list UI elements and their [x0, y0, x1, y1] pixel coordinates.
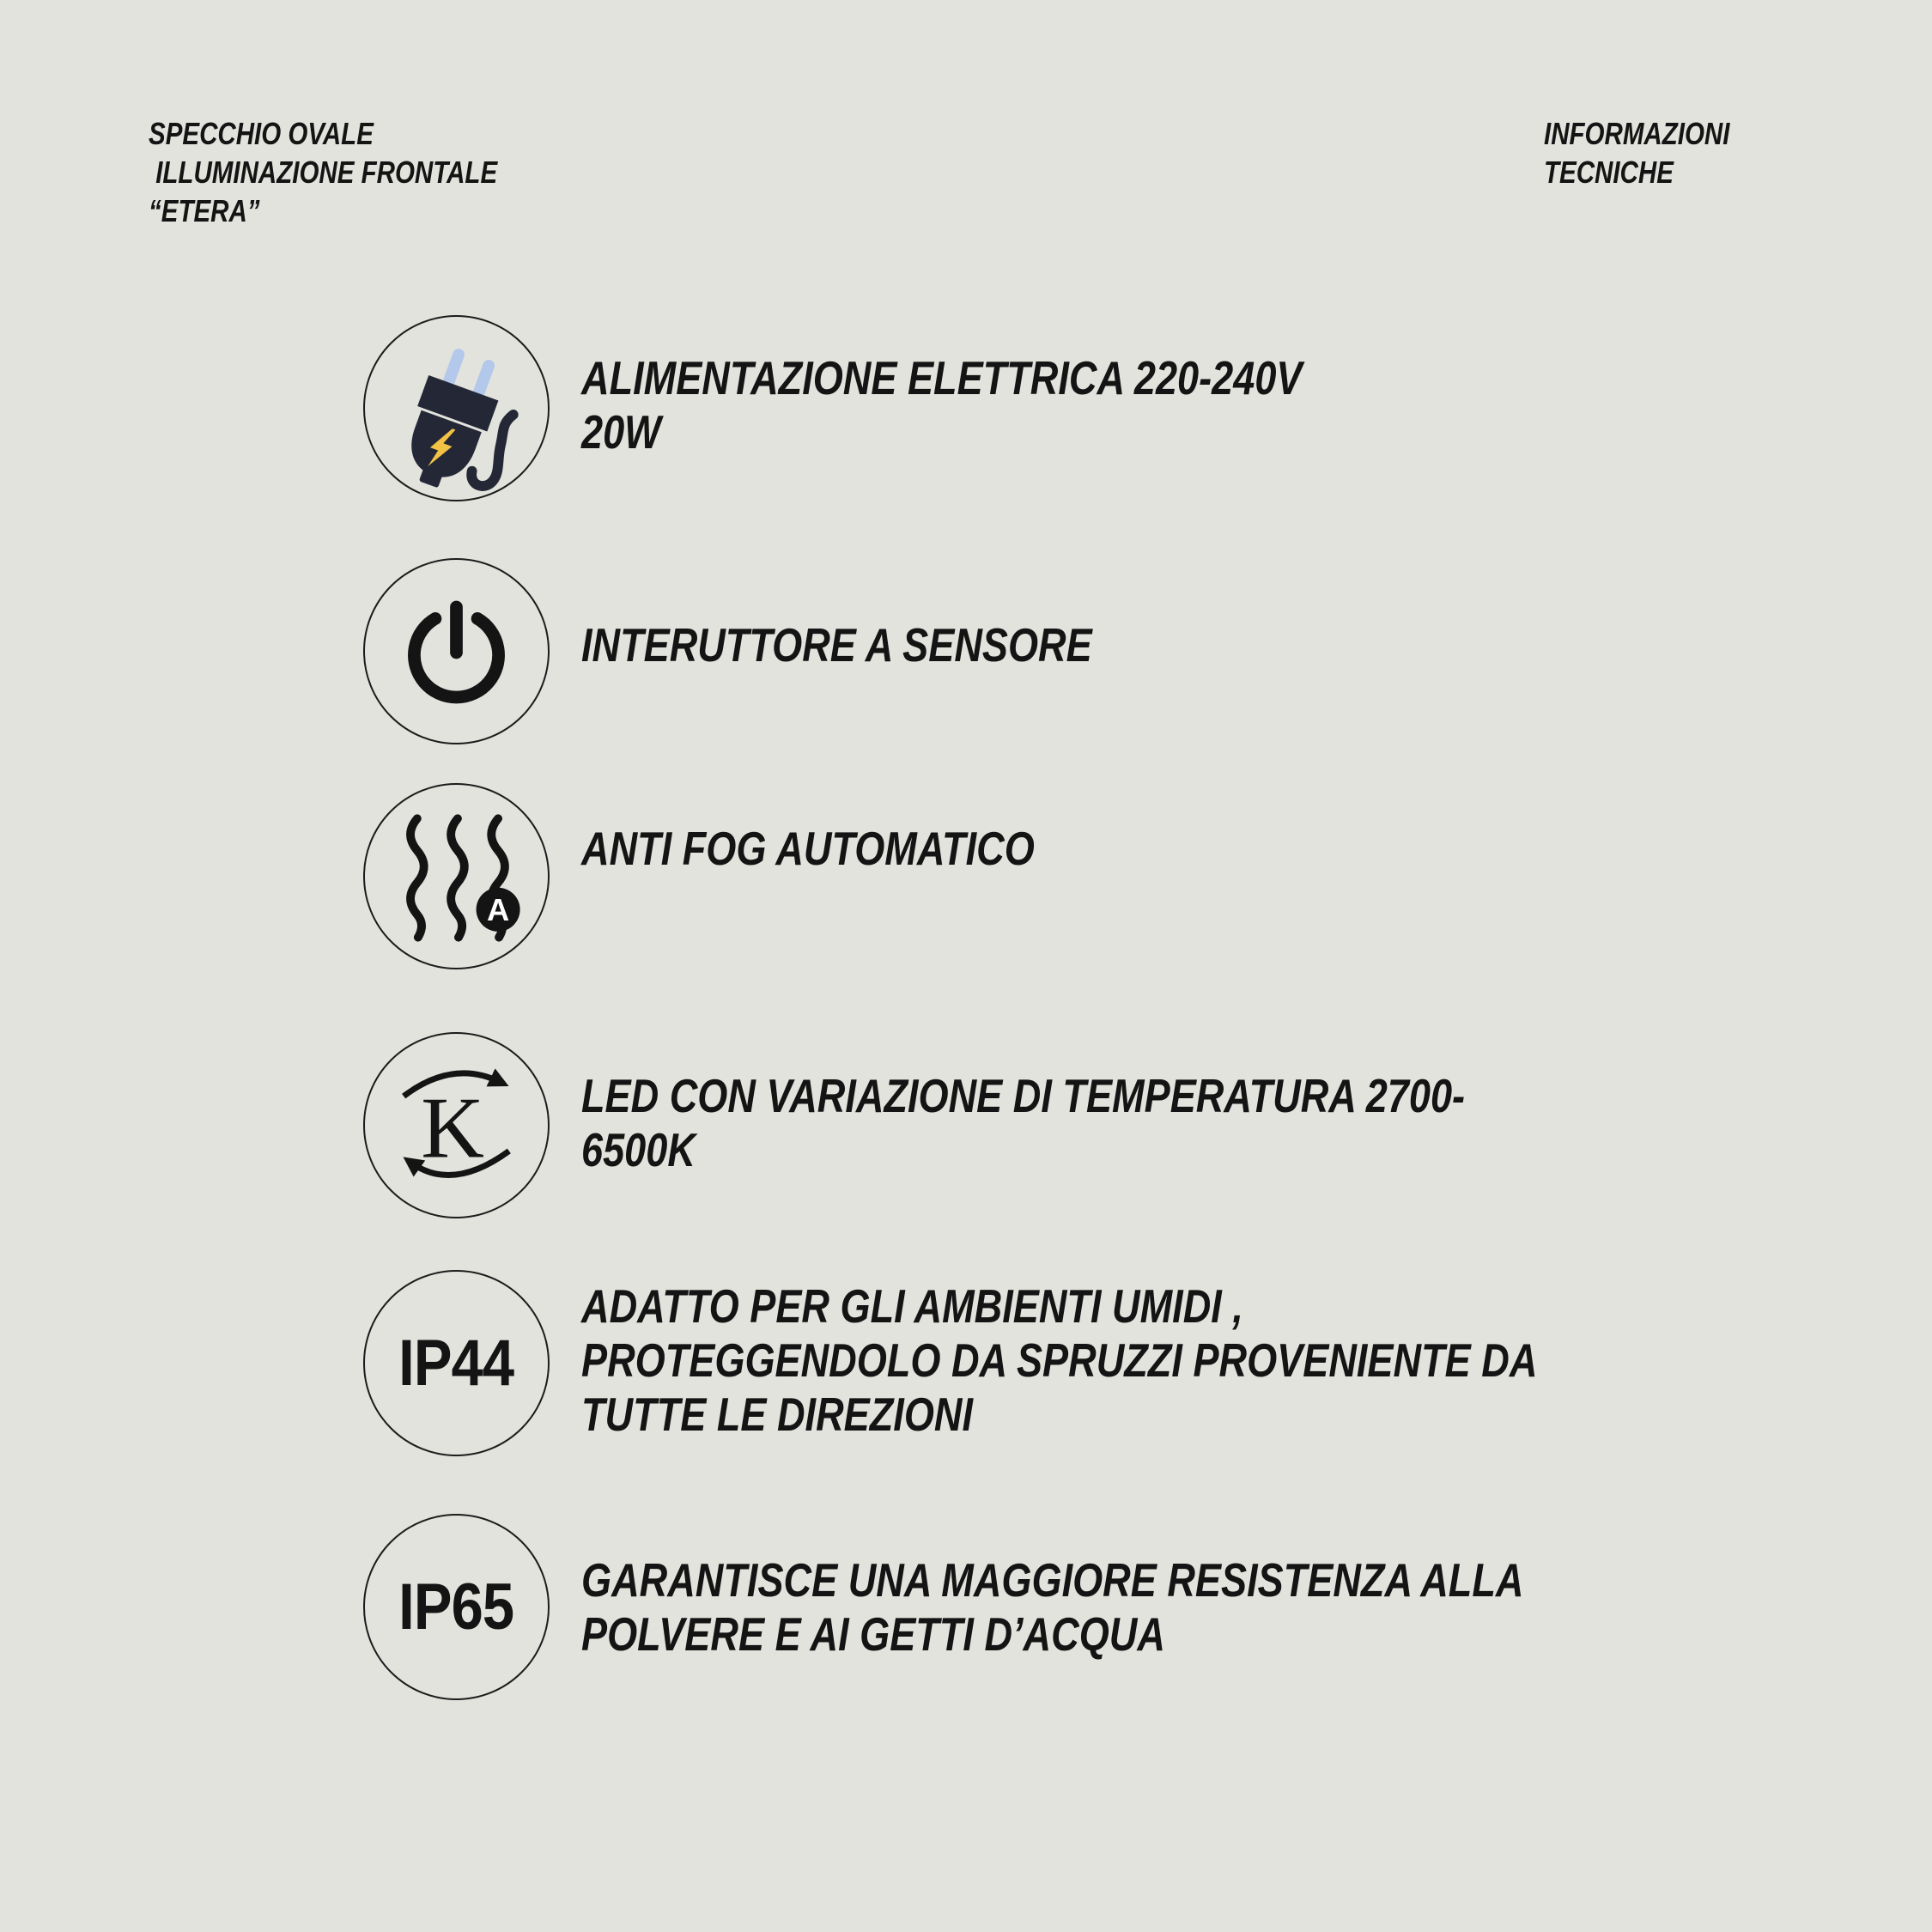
product-title-line: “ETERA”	[149, 193, 260, 228]
ip65-badge	[363, 1514, 550, 1700]
feature-line: ADATTO PER GLI AMBIENTI UMIDI ,	[581, 1279, 1243, 1333]
auto-badge-letter: A	[486, 892, 510, 928]
feature-text	[581, 1553, 1730, 1662]
kelvin-cycle-graphic	[365, 1034, 548, 1217]
feature-row-power-supply	[0, 315, 1932, 501]
kelvin-letter: K	[421, 1079, 484, 1177]
feature-line: TUTTE LE DIREZIONI	[581, 1388, 974, 1441]
feature-line: 20W	[581, 405, 661, 459]
feature-line: INTERUTTORE A SENSORE	[581, 618, 1092, 671]
ip44-label: IP44	[398, 1327, 514, 1400]
product-title-line: ILLUMINAZIONE FRONTALE	[149, 155, 498, 190]
feature-line: ALIMENTAZIONE ELETTRICA 220-240V	[581, 351, 1303, 404]
feature-line: PROTEGGENDOLO DA SPRUZZI PROVENIENTE DA	[581, 1334, 1538, 1387]
feature-row-ip65	[0, 1514, 1932, 1700]
feature-line: ANTI FOG AUTOMATICO	[581, 822, 1035, 875]
ip65-label: IP65	[398, 1571, 514, 1643]
product-title	[149, 114, 574, 230]
feature-text	[581, 822, 1134, 876]
feature-line: 6500K	[581, 1123, 696, 1176]
feature-row-anti-fog	[0, 783, 1932, 969]
feature-row-sensor-switch	[0, 558, 1932, 744]
power-plug-graphic	[365, 317, 548, 500]
power-plug-icon	[363, 315, 550, 501]
power-button-icon	[363, 558, 550, 744]
anti-fog-icon	[363, 783, 550, 969]
feature-text	[581, 1279, 1747, 1442]
feature-row-led-temperature	[0, 1032, 1932, 1218]
feature-line: POLVERE E AI GETTI D’ACQUA	[581, 1607, 1165, 1661]
ip44-badge	[363, 1270, 550, 1456]
feature-row-ip44	[0, 1270, 1932, 1456]
kelvin-cycle-icon	[363, 1032, 550, 1218]
feature-text	[581, 351, 1461, 459]
power-button-graphic	[365, 560, 548, 743]
feature-line: GARANTISCE UNA MAGGIORE RESISTENZA ALLA	[581, 1553, 1524, 1607]
section-title-line: INFORMAZIONI	[1544, 116, 1730, 151]
product-title-line: SPECCHIO OVALE	[149, 116, 374, 151]
feature-line: LED CON VARIAZIONE DI TEMPERATURA 2700-	[581, 1069, 1466, 1122]
section-title	[1544, 114, 1771, 191]
anti-fog-graphic	[365, 785, 548, 968]
section-title-line: TECNICHE	[1544, 155, 1674, 190]
feature-text	[581, 618, 1204, 672]
feature-text	[581, 1069, 1659, 1177]
